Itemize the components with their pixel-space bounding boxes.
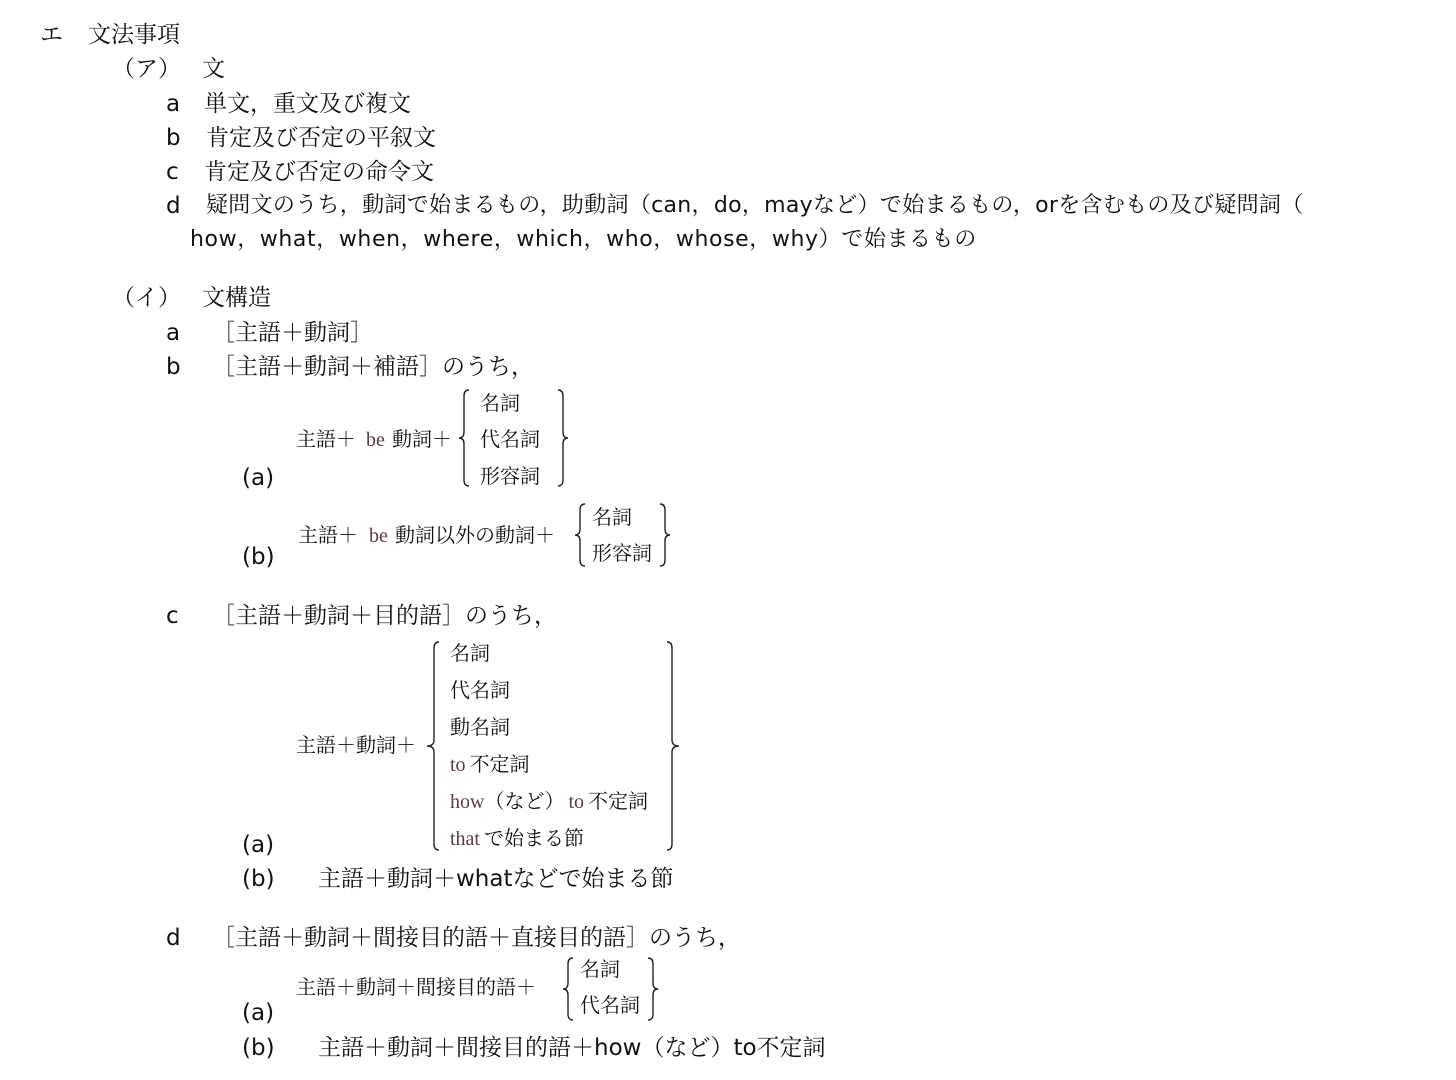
- subsection-title: 文構造: [202, 285, 271, 311]
- formula-english: be: [369, 525, 388, 547]
- section-title: 文法事項: [88, 22, 180, 48]
- item-label: c: [166, 603, 179, 629]
- item-text: ［主語＋動詞］: [212, 320, 373, 346]
- formula-prefix: 主語＋: [296, 429, 356, 451]
- option: 名詞: [580, 959, 620, 981]
- option: 名詞: [592, 507, 632, 529]
- option: 形容詞: [592, 543, 652, 565]
- item-label: a: [166, 320, 181, 346]
- subsection-title: 文: [202, 56, 225, 82]
- left-brace: [574, 502, 588, 568]
- sub-item-label: (b): [242, 544, 275, 570]
- option: 代名詞: [480, 429, 540, 451]
- option: [450, 792, 648, 812]
- option-english: to: [568, 791, 585, 813]
- section-marker: エ: [40, 22, 63, 48]
- item-label: d: [166, 193, 181, 219]
- item-text: 単文，重文及び複文: [204, 91, 411, 117]
- sub-item-label: (a): [242, 465, 275, 491]
- item-text: ［主語＋動詞＋間接目的語＋直接目的語］のうち，: [212, 925, 741, 951]
- option: [450, 755, 530, 775]
- sub-item-text: 主語＋動詞＋whatなどで始まる節: [318, 866, 674, 892]
- item-label: b: [166, 354, 181, 380]
- right-brace: [664, 640, 682, 852]
- option: 形容詞: [480, 466, 540, 488]
- right-brace: [646, 956, 660, 1022]
- option-japanese: 不定詞: [469, 754, 530, 776]
- subsection-label: （ア）: [112, 56, 181, 82]
- option: 代名詞: [450, 680, 510, 702]
- option: 名詞: [480, 393, 520, 415]
- item-label: d: [166, 925, 181, 951]
- option-japanese: で始まる節: [484, 828, 584, 850]
- subsection-label: （イ）: [112, 285, 181, 311]
- right-brace: [556, 388, 570, 488]
- sub-item-text: 主語＋動詞＋間接目的語＋how（など）to不定詞: [318, 1035, 826, 1061]
- option-japanese: （など）: [484, 791, 565, 813]
- option-english: that: [450, 828, 480, 850]
- item-label: a: [166, 91, 181, 117]
- item-text-continued: how，what，when，where，which，who，whose，why）で始まるもの: [190, 227, 977, 252]
- item-text: ［主語＋動詞＋補語］のうち，: [212, 354, 534, 380]
- item-label: b: [166, 125, 181, 151]
- option: 動名詞: [450, 717, 510, 739]
- item-text: 肯定及び否定の平叙文: [206, 125, 436, 151]
- sub-item-label: (a): [242, 1000, 275, 1026]
- option: [450, 829, 584, 849]
- option-english: how: [450, 791, 485, 813]
- option-english: to: [450, 754, 466, 776]
- formula-english: be: [366, 429, 385, 451]
- option-japanese: 不定詞: [588, 791, 649, 813]
- item-text: ［主語＋動詞＋目的語］のうち，: [212, 603, 557, 629]
- formula-prefix: 主語＋: [298, 525, 358, 547]
- formula-suffix: 動詞以外の動詞＋: [395, 525, 555, 547]
- formula-prefix: 主語＋動詞＋: [296, 735, 416, 757]
- item-label: c: [166, 159, 179, 185]
- option: 代名詞: [580, 995, 640, 1017]
- left-brace: [562, 956, 576, 1022]
- sub-item-label: (b): [242, 866, 275, 892]
- formula-suffix: 動詞＋: [392, 429, 452, 451]
- item-text: 肯定及び否定の命令文: [204, 159, 434, 185]
- right-brace: [658, 502, 672, 568]
- left-brace: [424, 640, 442, 852]
- sub-item-label: (a): [242, 832, 275, 858]
- item-text: 疑問文のうち，動詞で始まるもの，助動詞（can，do，mayなど）で始まるもの，orを含むもの及び疑問詞（: [206, 193, 1304, 218]
- sub-item-label: (b): [242, 1035, 275, 1061]
- formula-prefix: 主語＋動詞＋間接目的語＋: [296, 977, 536, 999]
- option: 名詞: [450, 643, 490, 665]
- left-brace: [458, 388, 472, 488]
